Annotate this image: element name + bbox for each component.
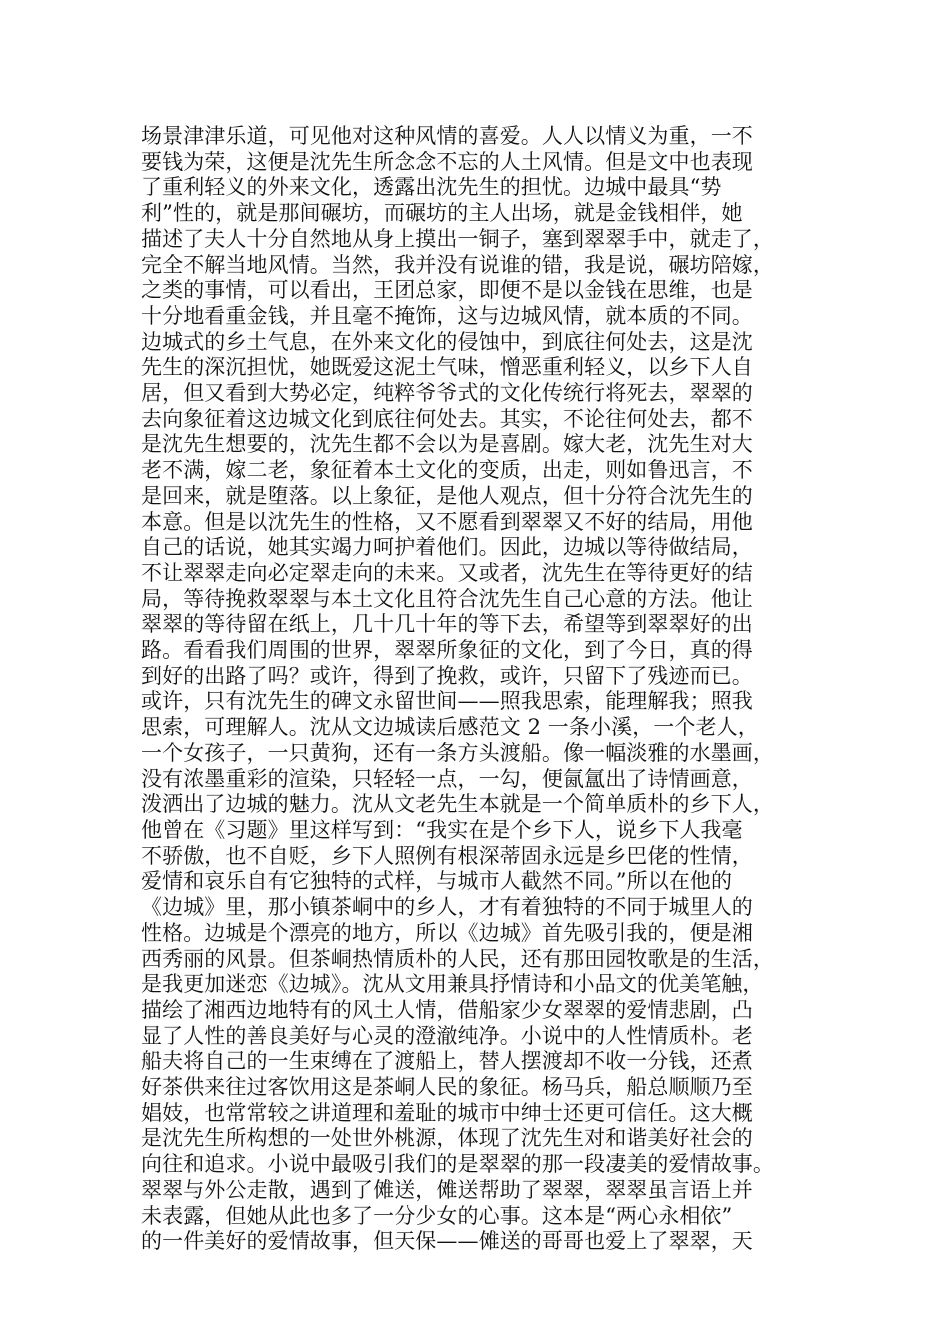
text-line: 本意。但是以沈先生的性格，又不愿看到翠翠又不好的结局，用他 (141, 509, 753, 534)
text-line: 娼妓，也常常较之讲道理和羞耻的城市中绅士还更可信任。这大概 (141, 1100, 753, 1125)
text-line: 或许，只有沈先生的碑文永留世间——照我思索，能理解我；照我 (141, 689, 753, 714)
text-line: 显了人性的善良美好与心灵的澄澈纯净。小说中的人性情质朴。老 (141, 1023, 753, 1048)
text-line: 是回来，就是堕落。以上象征，是他人观点，但十分符合沈先生的 (141, 483, 753, 508)
text-line: 了重利轻义的外来文化，透露出沈先生的担忧。边城中最具“势 (141, 175, 722, 200)
text-line: 要钱为荣，这便是沈先生所念念不忘的人土风情。但是文中也表现 (141, 149, 753, 174)
text-line: 泼洒出了边城的魅力。沈从文老先生本就是一个简单质朴的乡下人， (141, 792, 774, 817)
text-line: 描述了夫人十分自然地从身上摸出一铜子，塞到翠翠手中，就走了， (141, 226, 774, 251)
text-line: 是沈先生想要的，沈先生都不会以为是喜剧。嫁大老，沈先生对大 (141, 432, 753, 457)
text-line: 到好的出路了吗？或许，得到了挽救，或许，只留下了残迹而已。 (141, 663, 753, 688)
text-line: 场景津津乐道，可见他对这种风情的喜爱。人人以情义为重，一不 (141, 124, 753, 148)
text-line: 是我更加迷恋《边城》。沈从文用兼具抒情诗和小品文的优美笔触， (141, 972, 764, 997)
text-line: 翠翠与外公走散，遇到了傩送，傩送帮助了翠翠，翠翠虽言语上并 (141, 1177, 753, 1202)
text-line: 爱情和哀乐自有它独特的式样，与城市人截然不同。”所以在他的 (141, 869, 733, 894)
text-line: 船夫将自己的一生束缚在了渡船上，替人摆渡却不收一分钱，还煮 (141, 1049, 753, 1074)
text-line: 去向象征着这边城文化到底往何处去。其实，不论往何处去，都不 (141, 406, 753, 431)
body-text (141, 124, 815, 1255)
text-line: 十分地看重金钱，并且毫不掩饰，这与边城风情，就本质的不同。 (141, 303, 753, 328)
text-line: 老不满，嫁二老，象征着本土文化的变质，出走，则如鲁迅言，不 (141, 458, 753, 483)
text-line: 的一件美好的爱情故事，但天保——傩送的哥哥也爱上了翠翠，天 (141, 1229, 753, 1254)
text-line: 他曾在《习题》里这样写到：“我实在是个乡下人，说乡下人我毫 (141, 817, 743, 842)
text-line: 未表露，但她从此也多了一分少女的心事。这本是“两心永相依” (141, 1203, 733, 1228)
text-line: 描绘了湘西边地特有的风土人情，借船家少女翠翠的爱情悲剧，凸 (141, 997, 753, 1022)
text-line: 路。看看我们周围的世界，翠翠所象征的文化，到了今日，真的得 (141, 638, 753, 663)
text-line: 思索，可理解人。沈从文边城读后感范文 2 一条小溪，一个老人， (141, 715, 759, 740)
text-line: 翠翠的等待留在纸上，几十几十年的等下去，希望等到翠翠好的出 (141, 612, 753, 637)
text-line: 之类的事情，可以看出，王团总家，即便不是以金钱在思维，也是 (141, 278, 753, 303)
text-line: 利”性的，就是那间碾坊，而碾坊的主人出场，就是金钱相伴，她 (141, 201, 743, 226)
text-line: 一个女孩子，一只黄狗，还有一条方头渡船。像一幅淡雅的水墨画， (141, 740, 774, 765)
text-line: 不骄傲，也不自贬，乡下人照例有根深蒂固永远是乡巴佬的性情， (141, 843, 753, 868)
text-line: 居，但又看到大势必定，纯粹爷爷式的文化传统行将死去，翠翠的 (141, 381, 753, 406)
text-line: 局，等待挽救翠翠与本土文化且符合沈先生自己心意的方法。他让 (141, 586, 753, 611)
text-line: 向往和追求。小说中最吸引我们的是翠翠的那一段凄美的爱情故事。 (141, 1152, 774, 1177)
text-line: 好茶供来往过客饮用这是茶峒人民的象征。杨马兵，船总顺顺乃至 (141, 1075, 753, 1100)
text-line: 是沈先生所构想的一处世外桃源，体现了沈先生对和谐美好社会的 (141, 1126, 753, 1151)
text-line: 西秀丽的风景。但茶峒热情质朴的人民，还有那田园牧歌是的生活， (141, 946, 774, 971)
text-line: 先生的深沉担忧，她既爱这泥土气味，憎恶重利轻义，以乡下人自 (141, 355, 753, 380)
text-line: 不让翠翠走向必定翠走向的未来。又或者，沈先生在等待更好的结 (141, 560, 753, 585)
text-line: 没有浓墨重彩的渲染，只轻轻一点，一勾，便氤氲出了诗情画意， (141, 766, 753, 791)
text-line: 边城式的乡土气息，在外来文化的侵蚀中，到底往何处去，这是沈 (141, 329, 753, 354)
text-line: 完全不解当地风情。当然，我并没有说谁的错，我是说，碾坊陪嫁， (141, 252, 774, 277)
text-line: 《边城》里，那小镇茶峒中的乡人，才有着独特的不同于城里人的 (141, 895, 753, 920)
text-line: 性格。边城是个漂亮的地方，所以《边城》首先吸引我的，便是湘 (141, 920, 753, 945)
text-line: 自己的话说，她其实竭力呵护着他们。因此，边城以等待做结局， (141, 535, 753, 560)
